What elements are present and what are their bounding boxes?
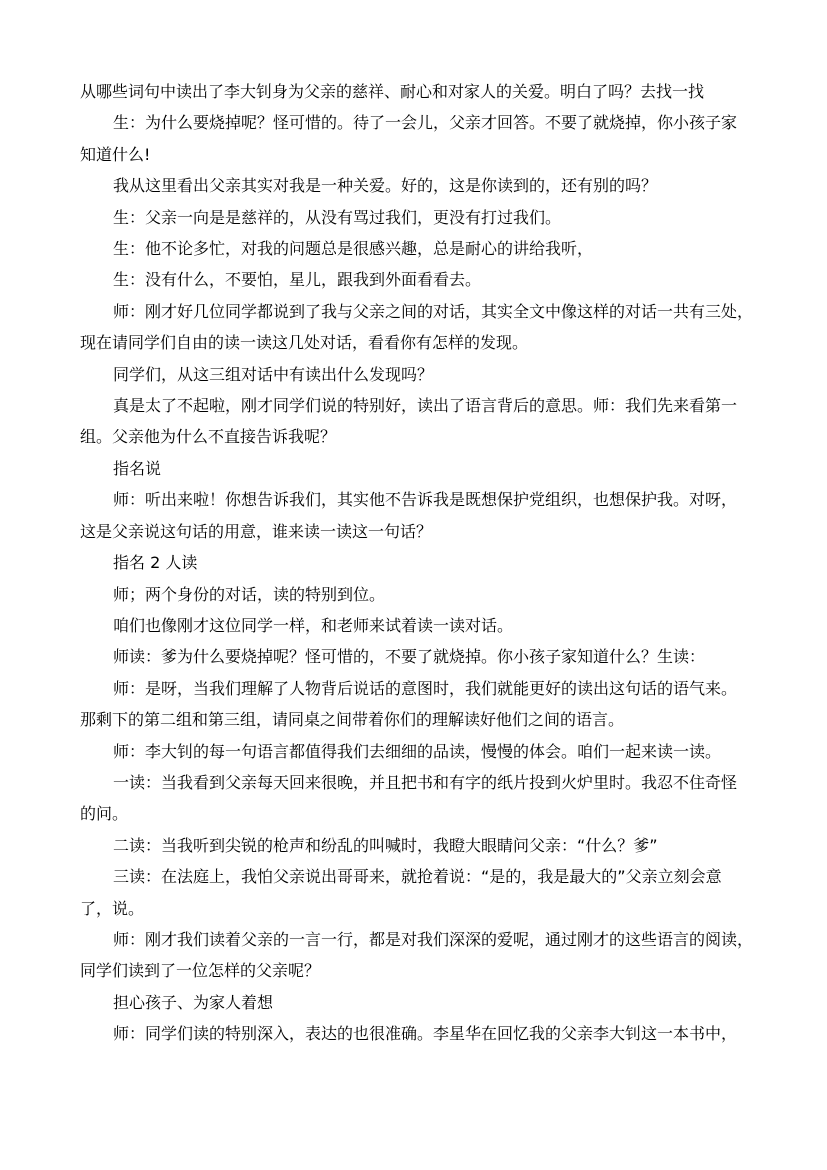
- text-line: 师：同学们读的特别深入，表达的也很准确。李星华在回忆我的父亲李大钊这一本书中，: [113, 1024, 738, 1044]
- text-line: 指名说: [113, 458, 162, 478]
- text-line: 师：李大钊的每一句语言都值得我们去细细的品读，慢慢的体会。咱们一起来读一读。: [113, 741, 722, 761]
- text-line: 生：父亲一向是是慈祥的，从没有骂过我们，更没有打过我们。: [113, 207, 562, 227]
- text-line: 从哪些词句中读出了李大钊身为父亲的慈祥、耐心和对家人的关爱。明白了吗？去找一找: [80, 82, 705, 101]
- text-line: 师：刚才好几位同学都说到了我与父亲之间的对话，其实全文中像这样的对话一共有三处，: [113, 301, 754, 321]
- text-line: 担心孩子、为家人着想: [113, 992, 274, 1012]
- text-line: 知道什么!: [80, 144, 151, 164]
- text-line: 的问。: [80, 804, 129, 824]
- text-line: 生：他不论多忙，对我的问题总是很感兴趣，总是耐心的讲给我听，: [113, 239, 594, 259]
- text-line: 师：刚才我们读着父亲的一言一行，都是对我们深深的爱呢，通过刚才的这些语言的阅读，: [113, 929, 754, 949]
- text-line: 同学们读到了一位怎样的父亲呢？: [80, 961, 321, 981]
- text-line: 师：是呀，当我们理解了人物背后说话的意图时，我们就能更好的读出这句话的语气来。: [113, 678, 738, 698]
- text-line: 师读：爹为什么要烧掉呢？怪可惜的，不要了就烧掉。你小孩子家知道什么？生读：: [113, 647, 706, 667]
- document-body: [80, 76, 770, 1050]
- text-line: 师：听出来啦！你想告诉我们，其实他不告诉我是既想保护党组织，也想保护我。对呀，: [113, 490, 738, 510]
- text-line: 生：没有什么，不要怕，星儿，跟我到外面看看去。: [113, 270, 482, 290]
- text-line: 指名 2 人读: [113, 553, 198, 573]
- text-line: 这是父亲说这句话的用意，谁来读一读这一句话？: [80, 521, 433, 541]
- text-line: 那剩下的第二组和第三组，请同桌之间带着你们的理解读好他们之间的语言。: [80, 710, 625, 730]
- text-line: 组。父亲他为什么不直接告诉我呢？: [80, 427, 337, 447]
- text-line: 真是太了不起啦，刚才同学们说的特别好，读出了语言背后的意思。师：我们先来看第一: [113, 396, 738, 416]
- text-line: 同学们，从这三组对话中有读出什么发现吗？: [113, 364, 434, 384]
- text-line: 咱们也像刚才这位同学一样，和老师来试着读一读对话。: [113, 615, 514, 635]
- text-line: 现在请同学们自由的读一读这几处对话，看看你有怎样的发现。: [80, 333, 529, 353]
- text-line: 生：为什么要烧掉呢？怪可惜的。待了一会儿，父亲才回答。不要了就烧掉，你小孩子家: [113, 113, 738, 133]
- text-line: 三读：在法庭上，我怕父亲说出哥哥来，就抢着说：“是的，我是最大的”父亲立刻会意: [113, 867, 722, 887]
- text-line: 一读：当我看到父亲每天回来很晚，并且把书和有字的纸片投到火炉里时。我忍不住奇怪: [113, 772, 738, 792]
- text-line: 了，说。: [80, 898, 145, 918]
- text-line: 师；两个身份的对话，读的特别到位。: [113, 584, 386, 604]
- text-line: 二读：当我听到尖锐的枪声和纷乱的叫喊时，我瞪大眼睛问父亲：“什么？爹”: [113, 835, 658, 855]
- text-line: 我从这里看出父亲其实对我是一种关爱。好的，这是你读到的，还有别的吗？: [113, 176, 658, 196]
